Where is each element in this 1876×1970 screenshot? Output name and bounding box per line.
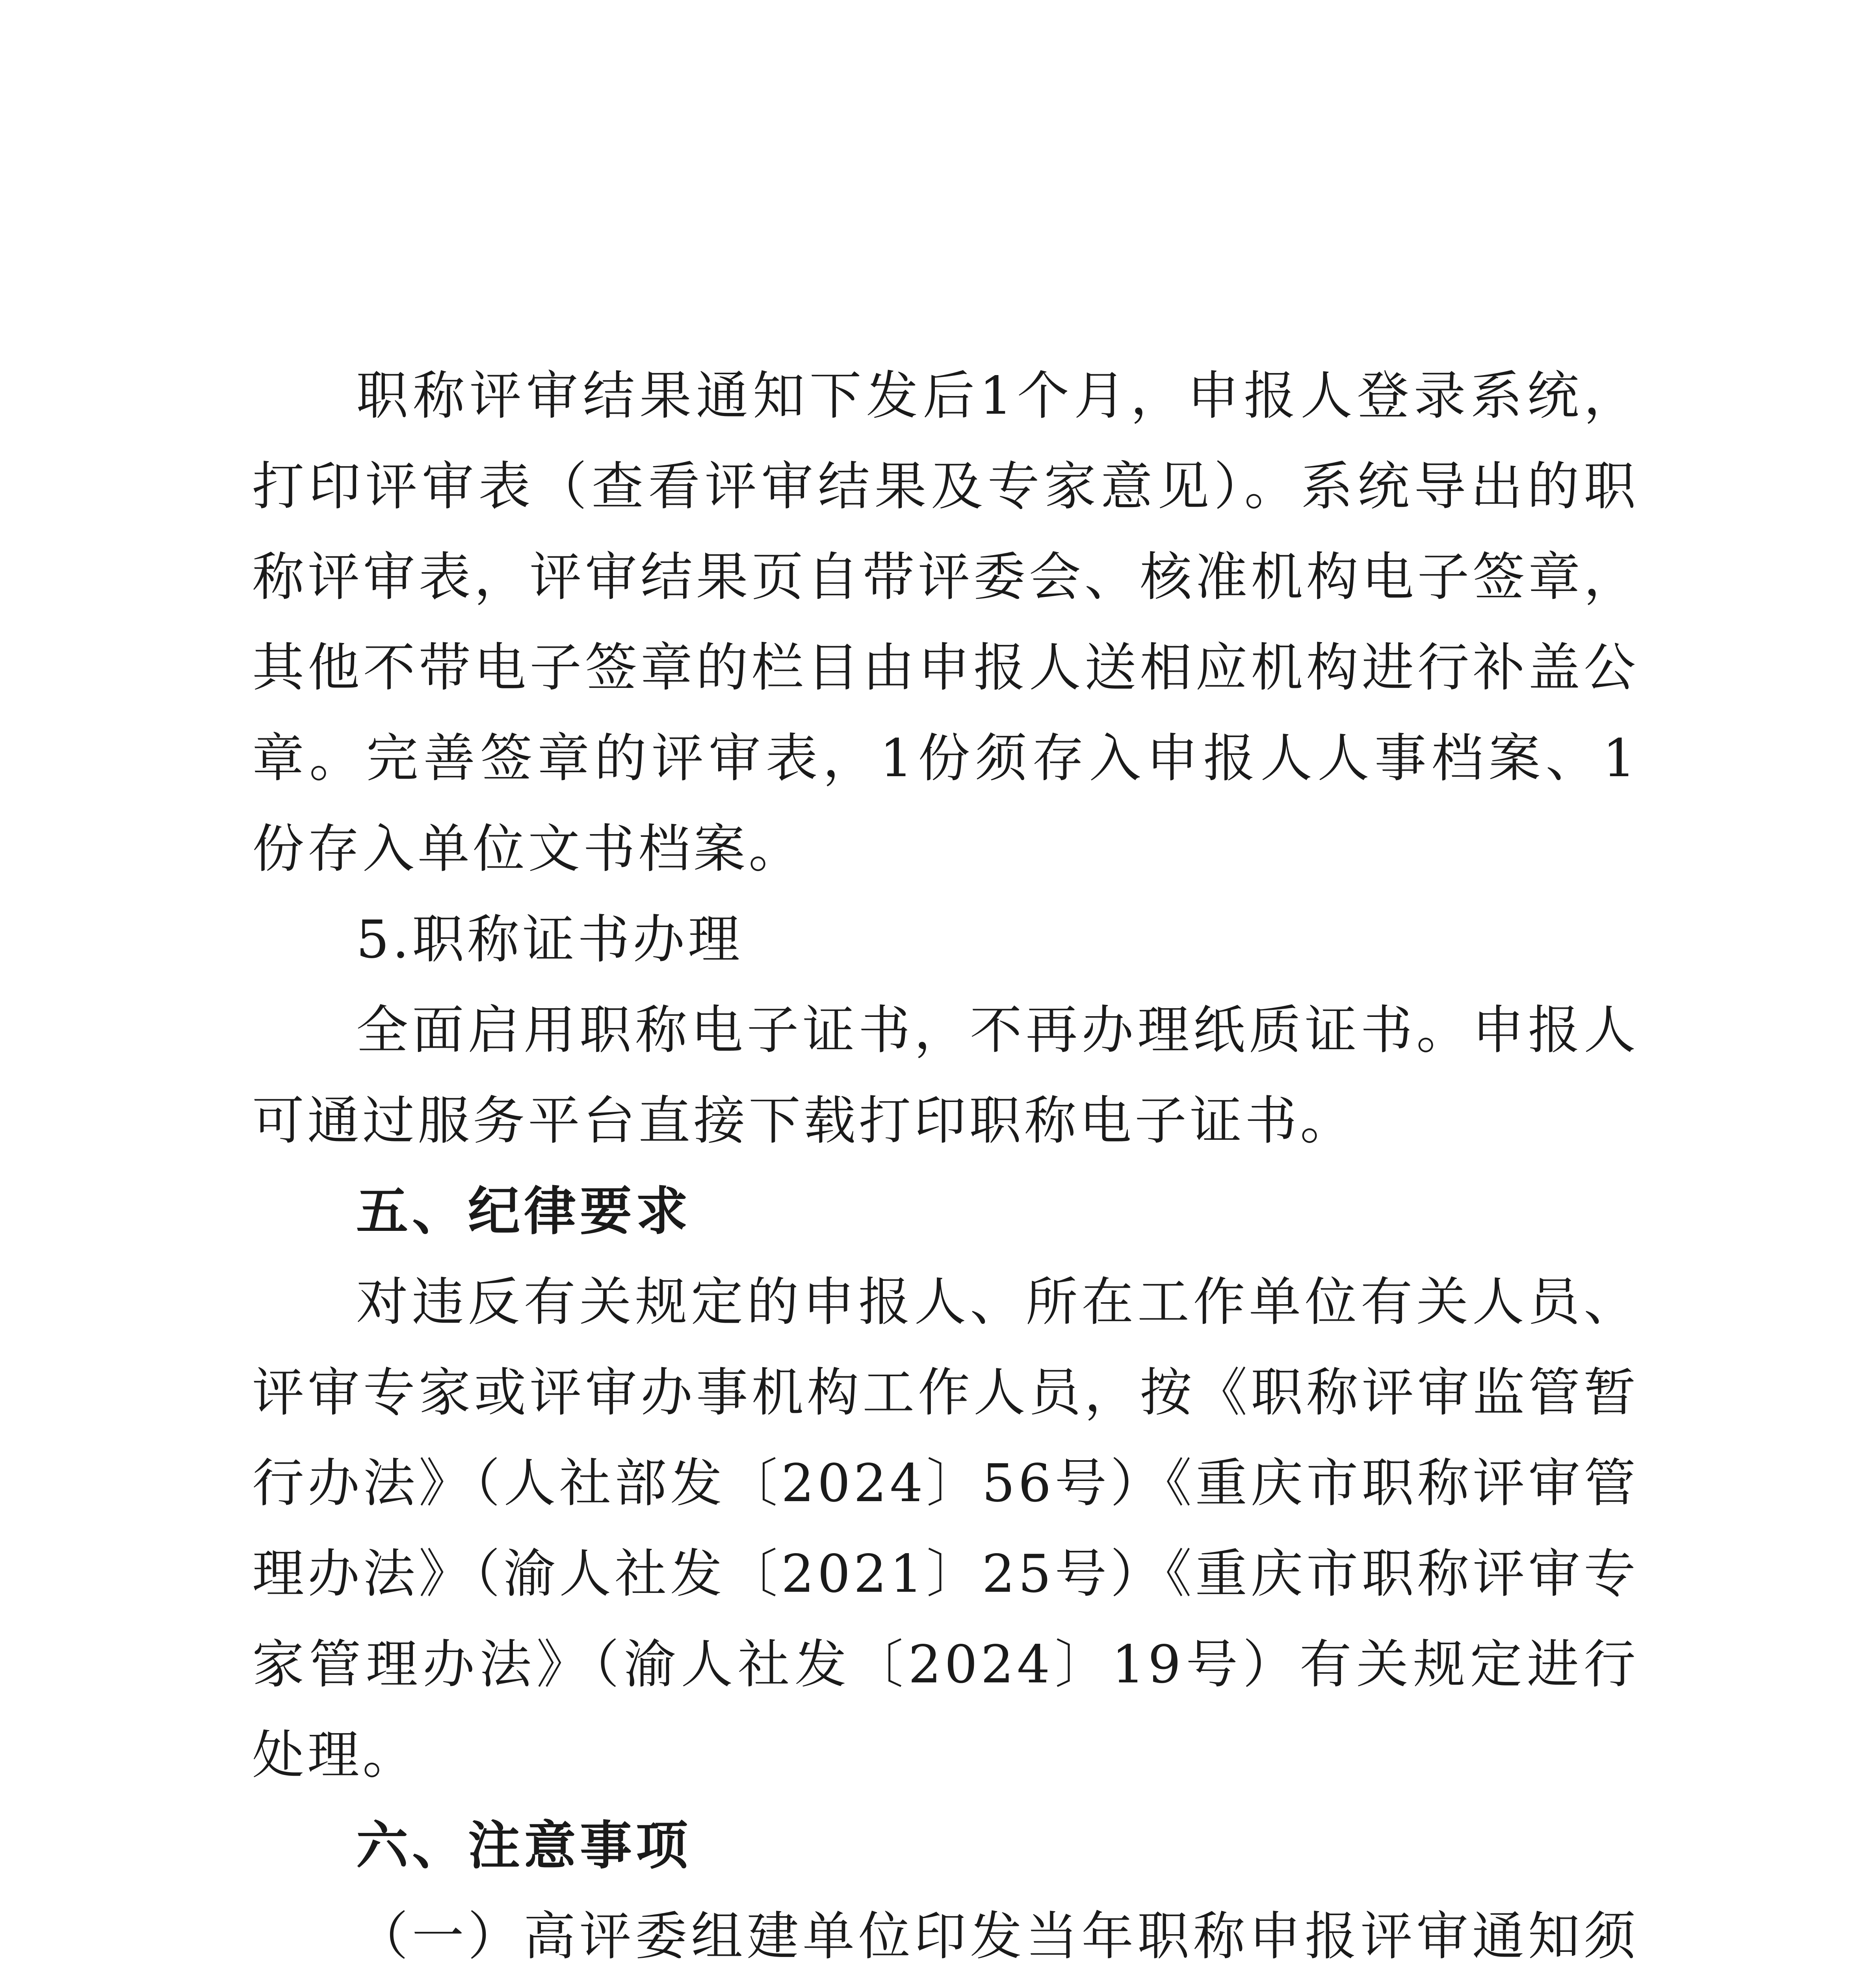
paragraph-note-1: （一）高评委组建单位印发当年职称申报评审通知须 <box>356 1906 1639 1967</box>
subheading-certificate: 5.职称证书办理 <box>356 909 743 970</box>
section-heading-discipline: 五、纪律要求 <box>356 1181 692 1242</box>
paragraph-e-certificate: 全面启用职称电子证书，不再办理纸质证书。申报人可通过服务平台直接下载打印职称电子证书。 <box>252 1000 1639 1151</box>
paragraph-discipline: 对违反有关规定的申报人、所在工作单位有关人员、评审专家或评审办事机构工作人员，按《职称评审监管暂行办法》（人社部发〔2024〕56号）《重庆市职称评审管理办法》（渝人社发〔2021〕25号）《重庆市职称评审专家管理办法》（渝人社发〔2024〕19号）有关规定进行处理。 <box>252 1272 1639 1786</box>
document-body <box>252 351 1639 1970</box>
section-heading-notes: 六、注意事项 <box>356 1816 692 1876</box>
paragraph-review-form: 职称评审结果通知下发后1个月，申报人登录系统，打印评审表（查看评审结果及专家意见）。系统导出的职称评审表，评审结果页自带评委会、核准机构电子签章，其他不带电子签章的栏目由申报人送相应机构进行补盖公章。完善签章的评审表，1份须存入申报人人事档案、1份存入单位文书档案。 <box>252 366 1639 879</box>
